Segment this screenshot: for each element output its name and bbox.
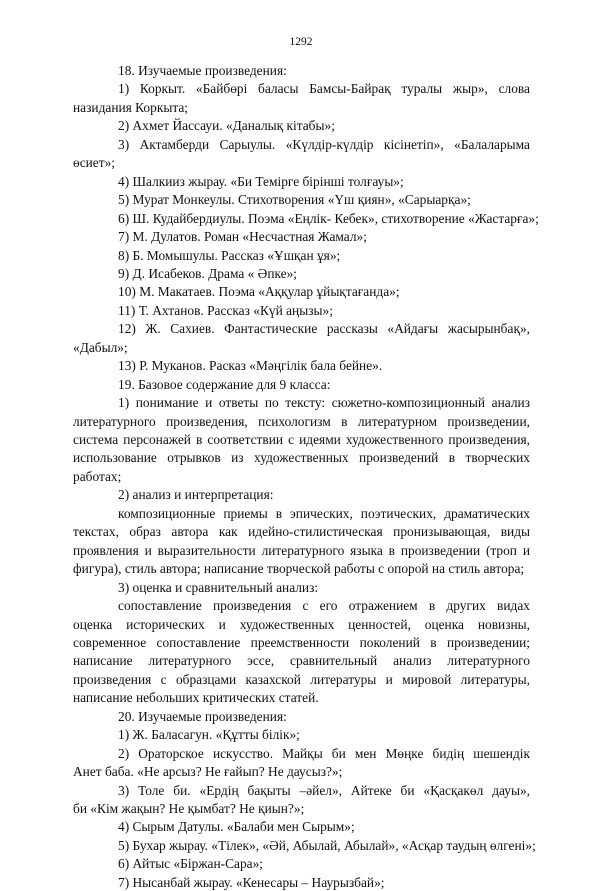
- text-line: 1) Коркыт. «Байбөрі баласы Бамсы-Байрақ туралы жыр», слова: [118, 81, 530, 96]
- text-line: өсиет»;: [73, 155, 116, 170]
- text-line: написание литературного эссе, сравнительный анализ литературного: [73, 653, 530, 668]
- text-line: система персонажей в соответствии с идеями художественного произведения,: [73, 432, 530, 447]
- text-line: сопоставление произведения с его отражением в других видах: [118, 598, 530, 613]
- text-line: 7) Нысанбай жырау. «Кенесары – Наурызбай»;: [118, 875, 385, 890]
- text-line: 5) Бухар жырау. «Тілек», «Әй, Абылай, Абылай», «Асқар таудың өлгені»;: [118, 838, 536, 853]
- text-line: использование отрывков из художественных произведений в творческих: [73, 450, 530, 465]
- text-line: 6) Ш. Кудайбердиулы. Поэма «Еңлік- Кебек», стихотворение «Жастарға»;: [118, 211, 539, 226]
- text-line: 19. Базовое содержание для 9 класса:: [118, 377, 331, 392]
- text-line: 12) Ж. Сахиев. Фантастические рассказы «Айдағы жасырынбақ»,: [118, 321, 530, 336]
- text-line: 20. Изучаемые произведения:: [118, 709, 287, 724]
- text-line: 3) Толе би. «Ердің бақыты –әйел», Айтеке би «Қасқакөл дауы»,: [118, 783, 530, 798]
- text-line: 2) Ораторское искусство. Майқы би мен Мөңке бидің шешендік: [118, 746, 530, 761]
- text-line: 18. Изучаемые произведения:: [118, 63, 287, 78]
- text-line: 11) Т. Ахтанов. Рассказ «Күй аңызы»;: [118, 303, 333, 318]
- text-line: Анет баба. «Не арсыз? Не ғайып? Не даусыз?»;: [73, 764, 343, 779]
- text-line: би «Кім жақын? Не қымбат? Не қиын?»;: [73, 801, 305, 816]
- text-line: 10) М. Макатаев. Поэма «Аққулар ұйықтағанда»;: [118, 284, 400, 299]
- text-line: композиционные приемы в эпических, поэтических, драматических: [118, 506, 530, 521]
- text-line: 3) оценка и сравнительный анализ:: [118, 580, 319, 595]
- text-line: 3) Актамберди Сарыулы. «Күлдір-күлдір кісінетіп», «Балаларыма: [118, 137, 530, 152]
- text-line: 4) Сырым Датулы. «Балаби мен Сырым»;: [118, 819, 355, 834]
- text-line: 2) анализ и интерпретация:: [118, 487, 274, 502]
- text-line: работах;: [73, 469, 122, 484]
- text-line: 1) Ж. Баласагун. «Құтты білік»;: [118, 727, 300, 742]
- page-number: 1292: [289, 36, 313, 48]
- text-line: «Дабыл»;: [73, 340, 128, 355]
- text-line: 13) Р. Муканов. Расказ «Мәңгілік бала бейне».: [118, 358, 383, 373]
- text-line: современное сопоставление преемственности поколений в произведении;: [73, 635, 530, 650]
- text-line: проявления и выразительности литературного языка в произведении (троп и: [73, 543, 530, 558]
- text-line: 8) Б. Момышулы. Рассказ «Ұшқан ұя»;: [118, 248, 341, 263]
- text-line: фигура), стиль автора; написание творческой работы с опорой на стиль автора;: [73, 561, 525, 576]
- text-line: текстах, образ автора как идейно-стилистическая пронизывающая, виды: [73, 524, 530, 539]
- text-line: 7) М. Дулатов. Роман «Несчастная Жамал»;: [118, 229, 367, 244]
- text-line: литературного произведения, психологизм в литературном произведении,: [73, 414, 530, 429]
- text-line: оценка исторических и художественных ценностей, оценка новизны,: [73, 617, 530, 632]
- text-line: назидания Коркыта;: [73, 100, 188, 115]
- text-line: произведения с образцами казахской литературы и мировой литературы,: [73, 672, 530, 687]
- text-line: 6) Айтыс «Біржан-Сара»;: [118, 856, 264, 871]
- text-line: 1) понимание и ответы по тексту: сюжетно-композиционный анализ: [118, 395, 530, 410]
- text-line: 4) Шалкииз жырау. «Би Темірге бірінші толғауы»;: [118, 174, 404, 189]
- text-line: 2) Ахмет Йассауи. «Даналық кітабы»;: [118, 118, 335, 133]
- text-line: написание небольших критических статей.: [73, 690, 319, 705]
- text-line: 9) Д. Исабеков. Драма « Әпке»;: [118, 266, 298, 281]
- text-line: 5) Мурат Монкеулы. Стихотворения «Үш қиян», «Сарыарқа»;: [118, 192, 471, 207]
